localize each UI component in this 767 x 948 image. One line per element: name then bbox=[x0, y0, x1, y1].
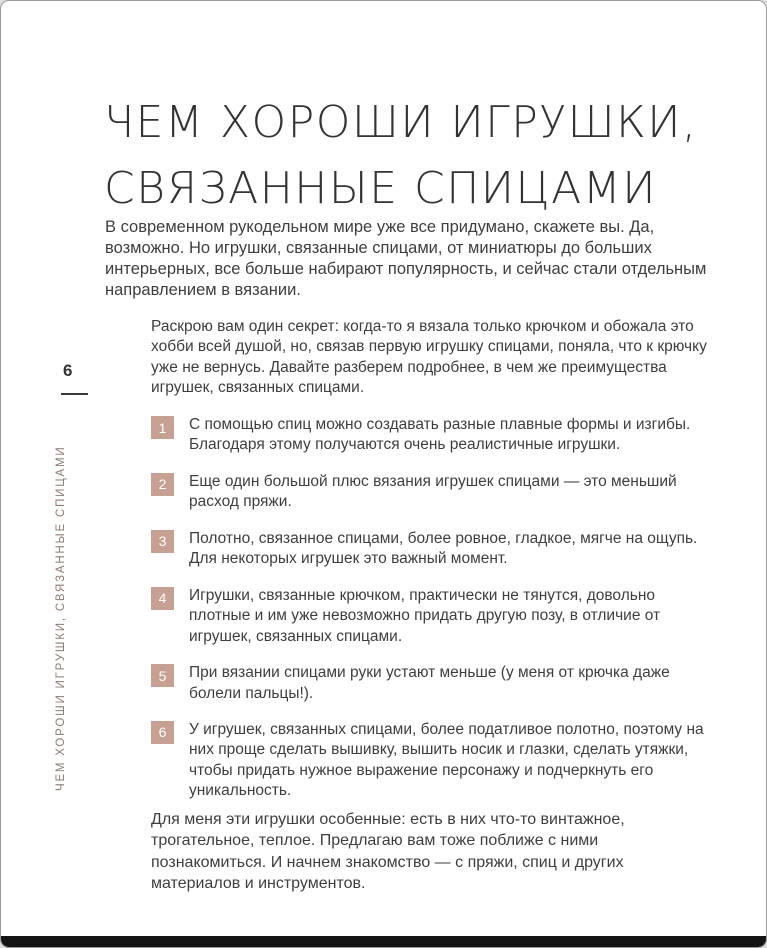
list-item-text: Игрушки, связанные крючком, практически не тянутся, довольно плотные и им уже невозможно придать другую позу, в отличие от игрушек, связанных спицами. bbox=[189, 586, 661, 645]
list-item-text: С помощью спиц можно создавать разные плавные формы и изгибы. Благодаря этому получаются очень реалистичные игрушки. bbox=[189, 416, 691, 454]
list-item-number-badge: 1 bbox=[151, 416, 174, 439]
page-title-line1: ЧЕМ ХОРОШИ ИГРУШКИ, bbox=[104, 97, 698, 149]
intro-paragraph: В современном рукодельном мире уже все придумано, скажете вы. Да, возможно. Но игрушки, связанные спицами, от миниатюры до больших интерьерных, все больше набирают популярность, и сейчас стали отдельным направлением в вязании. bbox=[105, 218, 707, 299]
list-item bbox=[151, 720, 713, 802]
closing-paragraph: Для меня эти игрушки особенные: есть в них что-то винтажное, трогательное, теплое. Предлагаю вам тоже поближе с ними познакомиться. И начнем знакомство — с пряжи, спиц и других материалов и инструментов. bbox=[151, 811, 625, 892]
list-item-text: У игрушек, связанных спицами, более податливое полотно, поэтому на них проще сделать вышивку, вышить носик и глазки, сделать утяжки, чтобы придать нужное выражение персонажу и подчеркнуть его уникальность. bbox=[189, 720, 704, 800]
list-item bbox=[151, 586, 713, 647]
list-item-text: Полотно, связанное спицами, более ровное, гладкое, мягче на ощупь. Для некоторых игрушек это важный момент. bbox=[189, 529, 698, 568]
page-title bbox=[104, 90, 724, 222]
list-item-number-badge: 6 bbox=[151, 721, 174, 744]
margin-vertical-title: ЧЕМ ХОРОШИ ИГРУШКИ, СВЯЗАННЫЕ СПИЦАМИ bbox=[55, 445, 67, 791]
page-number-rule bbox=[61, 393, 88, 395]
list-item-number-badge: 2 bbox=[151, 473, 174, 496]
list-item bbox=[151, 415, 713, 456]
list-item-number-badge: 5 bbox=[151, 664, 174, 687]
page-title-line2: СВЯЗАННЫЕ СПИЦАМИ bbox=[104, 163, 657, 215]
list-item-number-badge: 3 bbox=[151, 530, 174, 553]
list-item bbox=[151, 529, 713, 570]
list-item bbox=[151, 663, 713, 704]
secret-paragraph: Раскрою вам один секрет: когда-то я вязала только крючком и обожала это хобби всей душой, но, связав первую игрушку спицами, поняла, что к крючку уже не вернусь. Давайте разберем подробнее, в чем же преимущества игрушек, связанных спицами. bbox=[151, 318, 707, 396]
list-item bbox=[151, 472, 713, 513]
list-item-number-badge: 4 bbox=[151, 587, 174, 610]
book-bottom-edge bbox=[1, 936, 766, 947]
advantages-list bbox=[151, 415, 713, 818]
list-item-text: При вязании спицами руки устают меньше (у меня от крючка даже болели пальцы!). bbox=[189, 664, 670, 702]
page-number: 6 bbox=[63, 361, 73, 380]
list-item-text: Еще один большой плюс вязания игрушек спицами — это меньший расход пряжи. bbox=[189, 472, 677, 511]
